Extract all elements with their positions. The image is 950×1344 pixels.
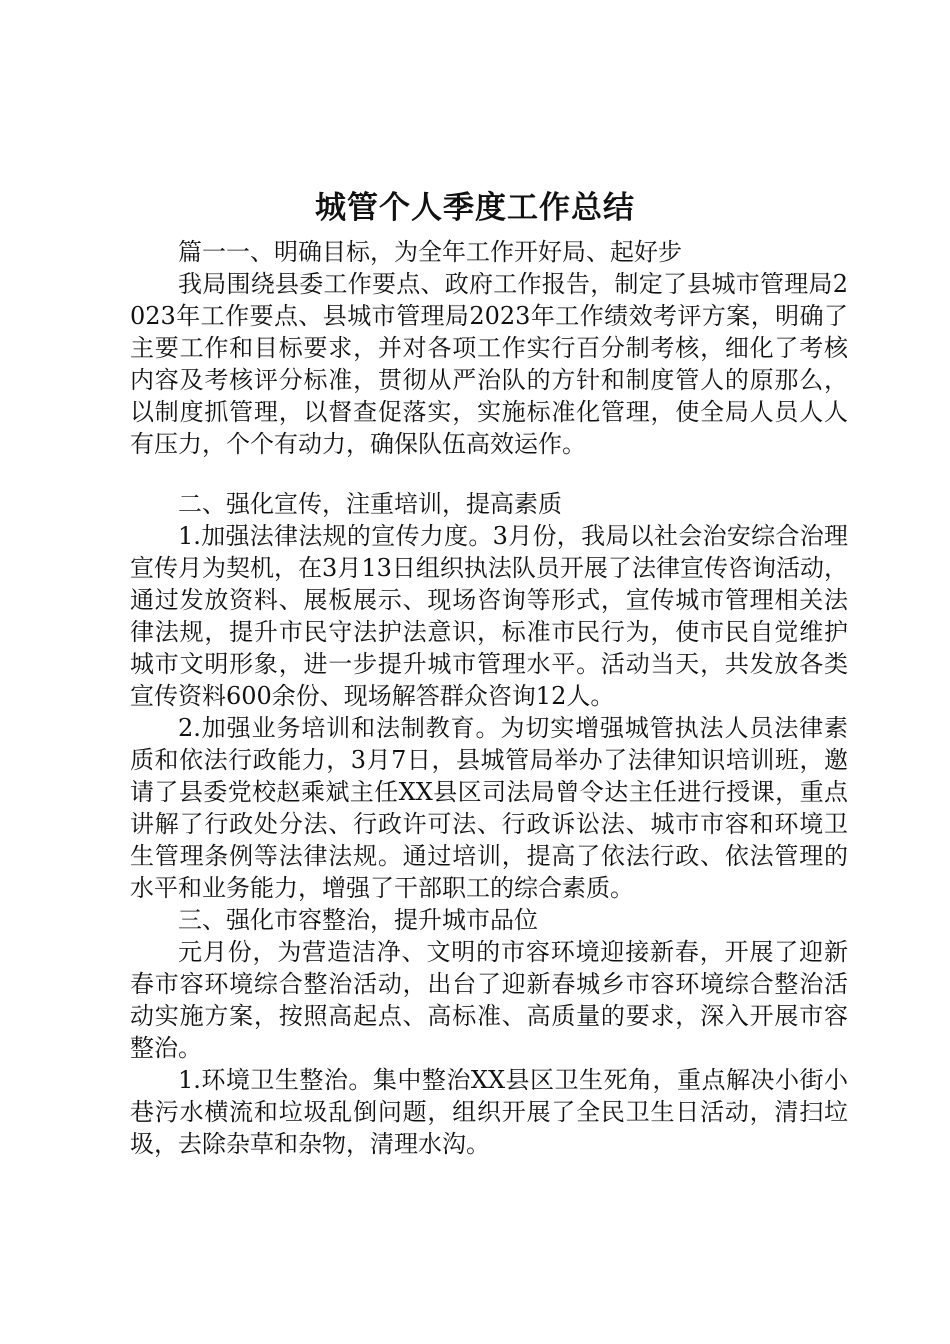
- paragraph-business-training: 2.加强业务培训和法制教育。为切实增强城管执法人员法律素质和依法行政能力，3月7日，县城管局举办了法律知识培训班，邀请了县委党校赵乘斌主任XX县区司法局曾令达主任进行授课，重点讲解了行政处分法、行政许可法、行政诉讼法、城市市容和环境卫生管理条例等法律法规。通过培训，提高了依法行政、依法管理的水平和业务能力，增强了干部职工的综合素质。: [130, 714, 848, 902]
- document-title: 城管个人季度工作总结: [315, 190, 635, 226]
- paragraph-section-three-heading: 三、强化市容整治，提升城市品位: [178, 906, 538, 934]
- document-body: [130, 236, 848, 1160]
- paragraph-section-one-body: 我局围绕县委工作要点、政府工作报告，制定了县城市管理局2023年工作要点、县城市管理局2023年工作绩效考评方案，明确了主要工作和目标要求，并对各项工作实行百分制考核，细化了考核内容及考核评分标准，贯彻从严治队的方针和制度管人的原那么，以制度抓管理，以督查促落实，实施标准化管理，使全局人员人人有压力，个个有动力，确保队伍高效运作。: [130, 270, 848, 458]
- paragraph-legal-publicity: 1.加强法律法规的宣传力度。3月份，我局以社会治安综合治理宣传月为契机，在3月13日组织执法队员开展了法律宣传咨询活动，通过发放资料、展板展示、现场咨询等形式，宣传城市管理相关法律法规，提升市民守法护法意识，标准市民行为，使市民自觉维护城市文明形象，进一步提升城市管理水平。活动当天，共发放各类宣传资料600余份、现场解答群众咨询12人。: [130, 522, 848, 710]
- paragraph-section-one-heading: 篇一一、明确目标，为全年工作开好局、起好步: [178, 238, 682, 266]
- paragraph-section-two-heading: 二、强化宣传，注重培训，提高素质: [178, 490, 562, 518]
- paragraph-environmental-sanitation: 1.环境卫生整治。集中整治XX县区卫生死角，重点解决小街小巷污水横流和垃圾乱倒问题，组织开展了全民卫生日活动，清扫垃圾，去除杂草和杂物，清理水沟。: [130, 1066, 848, 1158]
- paragraph-new-year-rectification: 元月份，为营造洁净、文明的市容环境迎接新春，开展了迎新春市容环境综合整治活动，出台了迎新春城乡市容环境综合整治活动实施方案，按照高起点、高标准、高质量的要求，深入开展市容整治。: [130, 938, 848, 1062]
